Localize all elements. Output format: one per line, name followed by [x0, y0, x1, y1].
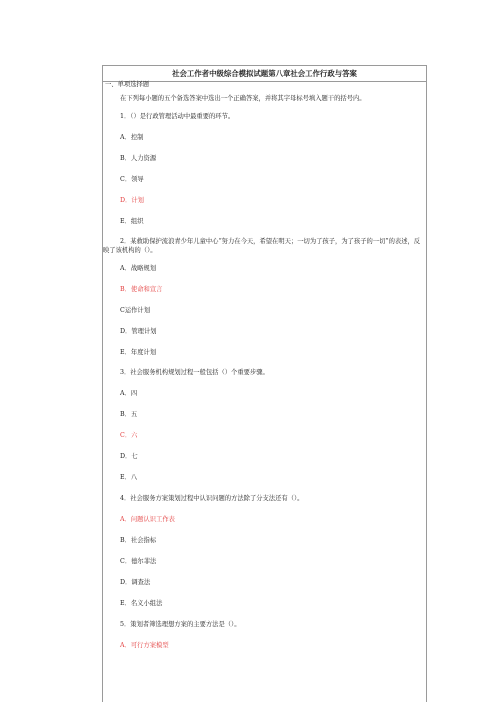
q4-option-a-answer: A．问题认识工作表 — [120, 516, 175, 523]
q1-option-c: C．领导 — [120, 176, 144, 183]
q1-option-e: E．组织 — [120, 218, 144, 225]
question-2-stem: 2．某救助保护流浪青少年儿童中心“努力在今天，希望在明天；一切为了孩子，为了孩子的一切”的表述，反映了该机构的（）。 — [103, 238, 421, 254]
q3-option-d: D．七 — [120, 453, 138, 460]
q2-option-e: E．年度计划 — [120, 349, 157, 356]
q1-option-b: B．人力资源 — [120, 155, 157, 162]
question-5-stem: 5．策划者筛选理想方案的主要方法是（）。 — [120, 621, 241, 628]
q5-option-a-answer: A．可行方案模型 — [120, 642, 169, 649]
q3-option-a: A．四 — [120, 390, 138, 397]
instructions: 在下列每小题的五个备选答案中选出一个正确答案，并将其字母标号填入题干的括号内。 — [120, 95, 366, 102]
question-1-stem: 1．（）是行政管理活动中最重要的环节。 — [120, 113, 235, 120]
q1-option-d-answer: D．计划 — [120, 197, 144, 204]
q4-option-e: E．名义小组法 — [120, 600, 163, 607]
q4-option-b: B．社会指标 — [120, 537, 157, 544]
question-list — [103, 81, 426, 650]
q4-option-d: D．调查法 — [120, 579, 151, 586]
q3-option-c-answer: C．六 — [120, 432, 138, 439]
q3-option-b: B．五 — [120, 411, 138, 418]
q2-option-c: C运作计划 — [120, 307, 151, 314]
question-3-stem: 3．社会服务机构规划过程一般包括（）个重要步骤。 — [120, 369, 269, 376]
document-title: 社会工作者中级综合模拟试题第八章社会工作行政与答案 — [103, 65, 426, 82]
q4-option-c: C．德尔菲法 — [120, 558, 157, 565]
q3-option-e: E．八 — [120, 474, 138, 481]
section-heading: 一、单项选择题 — [105, 81, 150, 88]
document-page — [102, 65, 427, 702]
q2-option-d: D．管理计划 — [120, 328, 157, 335]
q2-option-a: A．战略规划 — [120, 265, 157, 272]
q2-option-b-answer: B．使命和宣言 — [120, 286, 163, 293]
q1-option-a: A．控制 — [120, 134, 144, 141]
question-4-stem: 4．社会服务方案策划过程中认识问题的方法除了分支法还有（）。 — [120, 495, 304, 502]
